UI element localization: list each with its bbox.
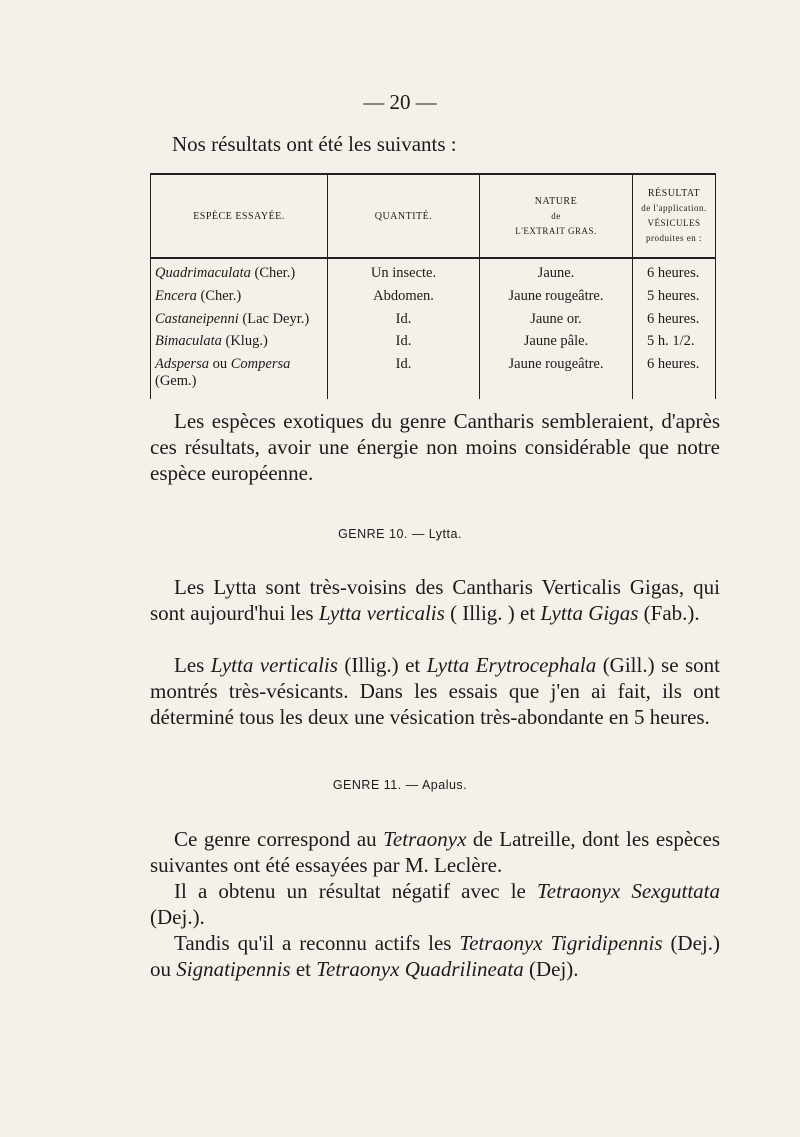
header-result: RÉSULTAT de l'application. VÉSICULES produites en :: [633, 174, 716, 258]
page-number: — 20 —: [363, 90, 437, 114]
table-row: Quadrimaculata (Cher.) Un insecte. Jaune. 6 heures.: [151, 258, 716, 288]
header-quantity: QUANTITÉ.: [328, 174, 480, 258]
paragraph-lytta-1: Les Lytta sont très-voisins des Cantharis Verticalis Gigas, qui sont aujourd'hui les Lytta verticalis ( Illig. ) et Lytta Gigas (Fab.).: [150, 575, 720, 625]
results-table: [150, 173, 716, 399]
genre-10-heading: GENRE 10. — Lytta.: [338, 527, 462, 541]
table-row: Castaneipenni (Lac Deyr.) Id. Jaune or. 6 heures.: [151, 311, 716, 334]
table-row: Encera (Cher.) Abdomen. Jaune rougeâtre. 5 heures.: [151, 288, 716, 311]
table-row: Bimaculata (Klug.) Id. Jaune pâle. 5 h. 1/2.: [151, 333, 716, 356]
intro-text: Nos résultats ont été les suivants :: [172, 132, 457, 156]
genre-11-heading: GENRE 11. — Apalus.: [332, 778, 468, 792]
header-species: ESPÈCE ESSAYÉE.: [151, 174, 328, 258]
paragraph-apalus-3: Tandis qu'il a reconnu actifs les Tetraonyx Tigridipennis (Dej.) ou Signatipennis et Tetraonyx Quadrilineata (Dej).: [150, 931, 720, 981]
paragraph-lytta-2: Les Lytta verticalis (Illig.) et Lytta Erytrocephala (Gill.) se sont montrés très-vésicants. Dans les essais que j'en ai fait, ils ont déterminé tous les deux une vésication très-abondante en 5 heures.: [150, 653, 721, 729]
paragraph-apalus-2: Il a obtenu un résultat négatif avec le Tetraonyx Sexguttata (Dej.).: [150, 879, 720, 929]
paragraph-apalus-1: Ce genre correspond au Tetraonyx de Latreille, dont les espèces suivantes ont été essayées par M. Leclère.: [150, 827, 720, 877]
paragraph-exotic-species: Les espèces exotiques du genre Cantharis sembleraient, d'après ces résultats, avoir une énergie non moins considérable que notre espèce européenne.: [150, 409, 720, 485]
table-row: Adspersa ou Compersa (Gem.) Id. Jaune rougeâtre. 6 heures.: [151, 356, 716, 399]
header-nature: NATURE de L'EXTRAIT GRAS.: [480, 174, 633, 258]
